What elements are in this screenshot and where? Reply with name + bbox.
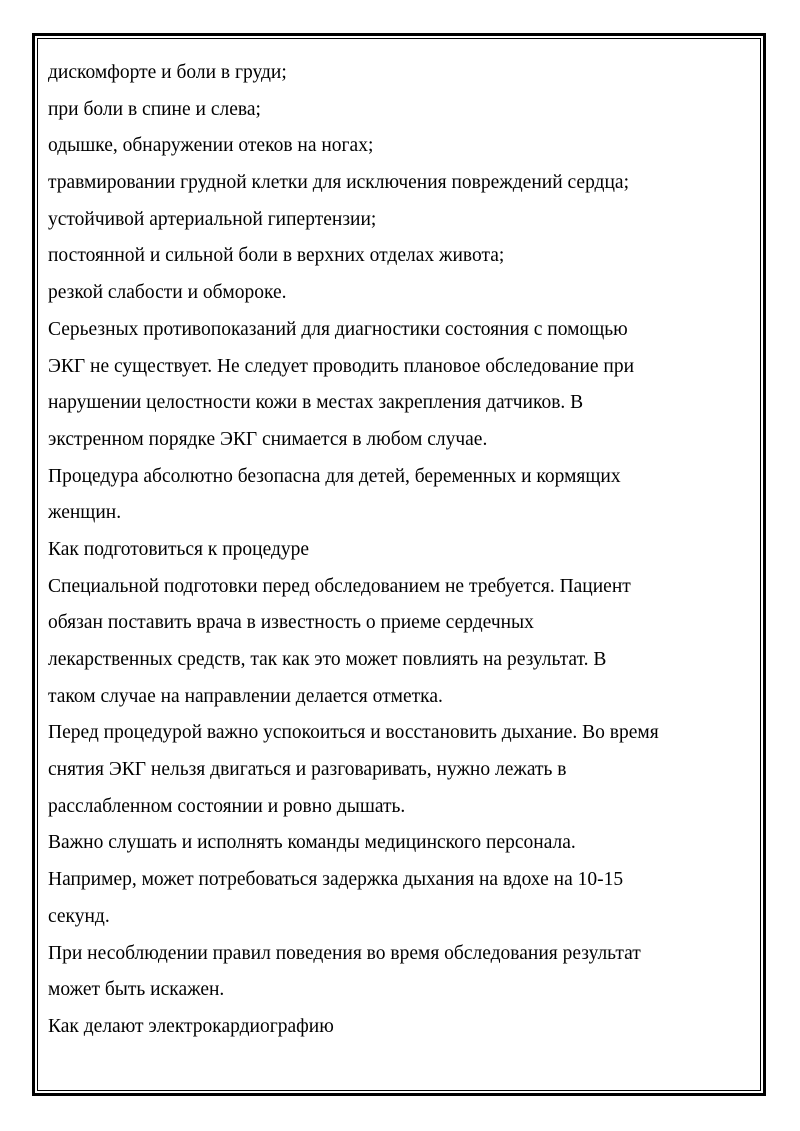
text-line: расслабленном состоянии и ровно дышать. xyxy=(48,795,406,817)
text-line: Например, может потребоваться задержка дыхания на вдохе на 10-15 xyxy=(48,869,624,891)
text-line: постоянной и сильной боли в верхних отделах живота; xyxy=(48,245,505,267)
text-line: Важно слушать и исполнять команды медицинского персонала. xyxy=(48,832,576,854)
text-line: Серьезных противопоказаний для диагностики состояния с помощью xyxy=(48,318,628,340)
text-line: лекарственных средств, так как это может повлиять на результат. В xyxy=(48,649,607,670)
text-line: при боли в спине и слева; xyxy=(48,98,261,120)
text-line: таком случае на направлении делается отметка. xyxy=(48,685,443,707)
text-line: обязан поставить врача в известность о приеме сердечных xyxy=(48,612,534,634)
text-line: нарушении целостности кожи в местах закрепления датчиков. В xyxy=(48,392,584,414)
text-line: Специальной подготовки перед обследованием не требуется. Пациент xyxy=(48,575,631,597)
text-line: При несоблюдении правил поведения во время обследования результат xyxy=(48,942,641,964)
text-line: Перед процедурой важно успокоиться и восстановить дыхание. Во время xyxy=(48,722,659,744)
text-line: может быть искажен. xyxy=(48,979,225,1001)
text-line: снятия ЭКГ нельзя двигаться и разговаривать, нужно лежать в xyxy=(48,759,567,781)
section-heading: Как подготовиться к процедуре xyxy=(48,538,310,560)
document-body xyxy=(48,55,738,1046)
text-line: экстренном порядке ЭКГ снимается в любом случае. xyxy=(48,428,488,450)
text-line: резкой слабости и обмороке. xyxy=(48,282,287,304)
section-heading: Как делают электрокардиографию xyxy=(48,1015,334,1037)
text-line: устойчивой артериальной гипертензии; xyxy=(48,208,377,230)
text-line: ЭКГ не существует. Не следует проводить плановое обследование при xyxy=(48,355,635,377)
text-line: Процедура абсолютно безопасна для детей, беременных и кормящих xyxy=(48,465,621,487)
text-line: одышке, обнаружении отеков на ногах; xyxy=(48,135,374,157)
text-line: секунд. xyxy=(48,905,110,927)
text-line: травмировании грудной клетки для исключения повреждений сердца; xyxy=(48,172,629,194)
text-line: дискомфорте и боли в груди; xyxy=(48,62,287,83)
text-line: женщин. xyxy=(48,502,122,524)
